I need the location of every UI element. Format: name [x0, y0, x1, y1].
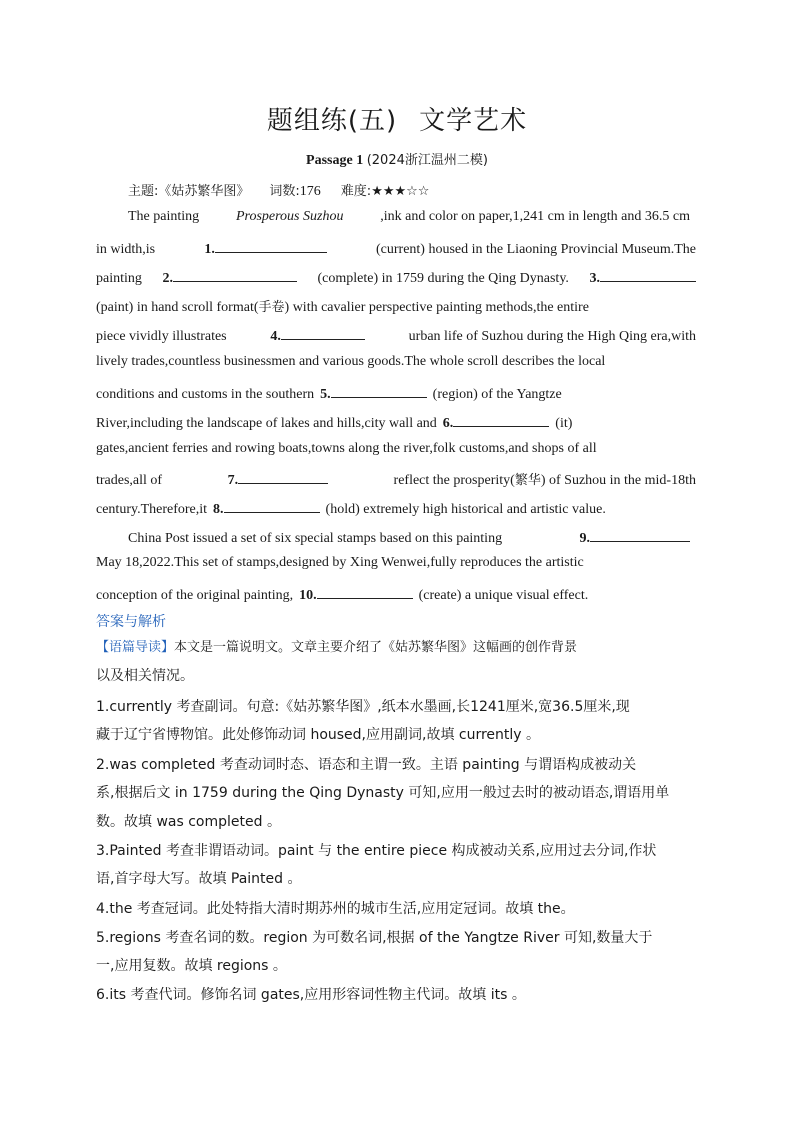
answer-line: 4.the 考查冠词。此处特指大清时期苏州的城市生活,应用定冠词。故填 the。 [96, 901, 575, 917]
passage-line [96, 498, 696, 518]
answer-line: 一,应用复数。故填 regions 。 [96, 958, 287, 974]
answer-blank[interactable] [173, 267, 297, 282]
gloss: 繁华 [514, 473, 541, 488]
answers-heading: 答案与解析 [96, 614, 166, 630]
answer-line: 系,根据后文 in 1759 during the Qing Dynasty 可知,应用一般过去时的被动语态,谓语用单 [96, 785, 670, 801]
blank-number: 9. [579, 531, 590, 546]
answer-blank[interactable] [317, 584, 413, 599]
answer-line: 语,首字母大写。故填 Painted 。 [96, 871, 302, 887]
passage-line [96, 238, 696, 258]
blank-number: 8. [213, 502, 224, 517]
passage-line [96, 325, 696, 345]
answer-blank[interactable] [453, 412, 549, 427]
blank-number: 7. [227, 473, 239, 488]
blank-number: 5. [320, 387, 331, 402]
text: ,ink and color on paper,1,241 cm in length and 36.5 cm [380, 209, 690, 224]
answer-line: 3.Painted 考查非谓语动词。paint 与 the entire piece 构成被动关系,应用过去分词,作状 [96, 843, 657, 859]
answer-line: 5.regions 考查名词的数。region 为可数名词,根据 of the Yangtze River 可知,数量大于 [96, 930, 653, 946]
blank-number: 6. [442, 416, 454, 431]
text: in width,is [96, 242, 156, 257]
text: lively trades,countless businessmen and various goods.The whole scroll describes the local [96, 354, 606, 369]
passage-line [96, 296, 696, 316]
answer-line: 6.its 考查代词。修饰名词 gates,应用形容词性物主代词。故填 its 。 [96, 987, 526, 1003]
text: conditions and customs in the southern [96, 387, 315, 402]
blank-number: 3. [589, 271, 600, 286]
blank-number: 2. [162, 271, 173, 286]
words-value: 176 [299, 184, 321, 199]
text: China Post issued a set of six special stamps based on this painting [128, 531, 503, 546]
text: May 18,2022.This set of stamps,designed by Xing Wenwei,fully reproduces the artistic [96, 555, 584, 570]
passage-line [96, 267, 696, 287]
guide-line: 以及相关情况。 [96, 668, 194, 684]
text: ) of Suzhou in the mid-18th [540, 473, 696, 488]
text: (region) of the Yangtze [432, 387, 562, 402]
answer-blank[interactable] [215, 238, 327, 253]
answer-line: 1.currently 考查副词。句意:《姑苏繁华图》,纸本水墨画,长1241厘米,宽36.5厘米,现 [96, 699, 630, 715]
passage-line [96, 469, 696, 489]
text: gates,ancient ferries and rowing boats,towns along the river,folk customs,and shops of all [96, 441, 597, 456]
passage-subtitle [0, 149, 794, 169]
topic-value: 《姑苏繁华图》 [158, 184, 250, 199]
difficulty-label: 难度: [340, 184, 372, 199]
passage-source: (2024浙江温州二模) [366, 153, 488, 168]
text: painting [96, 271, 142, 286]
text: (current) housed in the Liaoning Provincial Museum.The [376, 242, 696, 257]
passage-line [128, 209, 690, 225]
text: (hold) extremely high historical and artistic value. [325, 502, 606, 517]
text: (complete) in 1759 during the Qing Dynasty. [317, 271, 569, 286]
answer-line: 数。故填 was completed 。 [96, 814, 281, 830]
text: (create) a unique visual effect. [418, 588, 589, 603]
blank-number: 1. [204, 242, 215, 257]
passage-line [128, 527, 690, 547]
text: reflect the prosperity( [393, 473, 515, 488]
text: trades,all of [96, 473, 163, 488]
blank-number: 10. [299, 588, 317, 603]
answer-line: 2.was completed 考查动词时态、语态和主谓一致。主语 painting 与谓语构成被动关 [96, 757, 637, 773]
passage-line [96, 584, 696, 604]
page-title [0, 100, 794, 137]
answer-blank[interactable] [590, 527, 690, 542]
guide-label: 【语篇导读】 [96, 640, 175, 655]
title-part-2: 文学艺术 [419, 106, 528, 136]
topic-label: 主题: [128, 184, 159, 199]
text: (it) [555, 416, 573, 431]
answer-blank[interactable] [238, 469, 328, 484]
title-part-1: 题组练(五) [266, 106, 398, 136]
words-label: 词数: [269, 184, 300, 199]
guide-text: 本文是一篇说明文。文章主要介绍了《姑苏繁华图》这幅画的创作背景 [174, 640, 578, 655]
text: The painting [128, 209, 200, 224]
gloss: 手卷 [258, 300, 285, 315]
answer-blank[interactable] [331, 383, 427, 398]
passage-label: Passage 1 [306, 153, 364, 168]
text: piece vividly illustrates [96, 329, 227, 344]
painting-name: Prosperous Suzhou [235, 209, 344, 224]
passage-meta [128, 180, 429, 200]
answer-blank[interactable] [224, 498, 320, 513]
text: urban life of Suzhou during the High Qing era,with [408, 329, 696, 344]
text: River,including the landscape of lakes and hills,city wall and [96, 416, 437, 431]
answer-blank[interactable] [281, 325, 365, 340]
difficulty-stars: ★★★☆☆ [371, 184, 430, 199]
text: ) with cavalier perspective painting methods,the entire [284, 300, 589, 315]
text: conception of the original painting, [96, 588, 294, 603]
blank-number: 4. [270, 329, 281, 344]
passage-line [96, 412, 696, 432]
answer-blank[interactable] [600, 267, 696, 282]
guide-line [96, 638, 696, 658]
answer-line: 藏于辽宁省博物馆。此处修饰动词 housed,应用副词,故填 currently 。 [96, 727, 541, 743]
passage-line [96, 354, 696, 370]
passage-line [96, 555, 696, 571]
passage-line [96, 383, 696, 403]
text: century.Therefore,it [96, 502, 208, 517]
text: (paint) in hand scroll format( [96, 300, 259, 315]
passage-line [96, 441, 696, 457]
